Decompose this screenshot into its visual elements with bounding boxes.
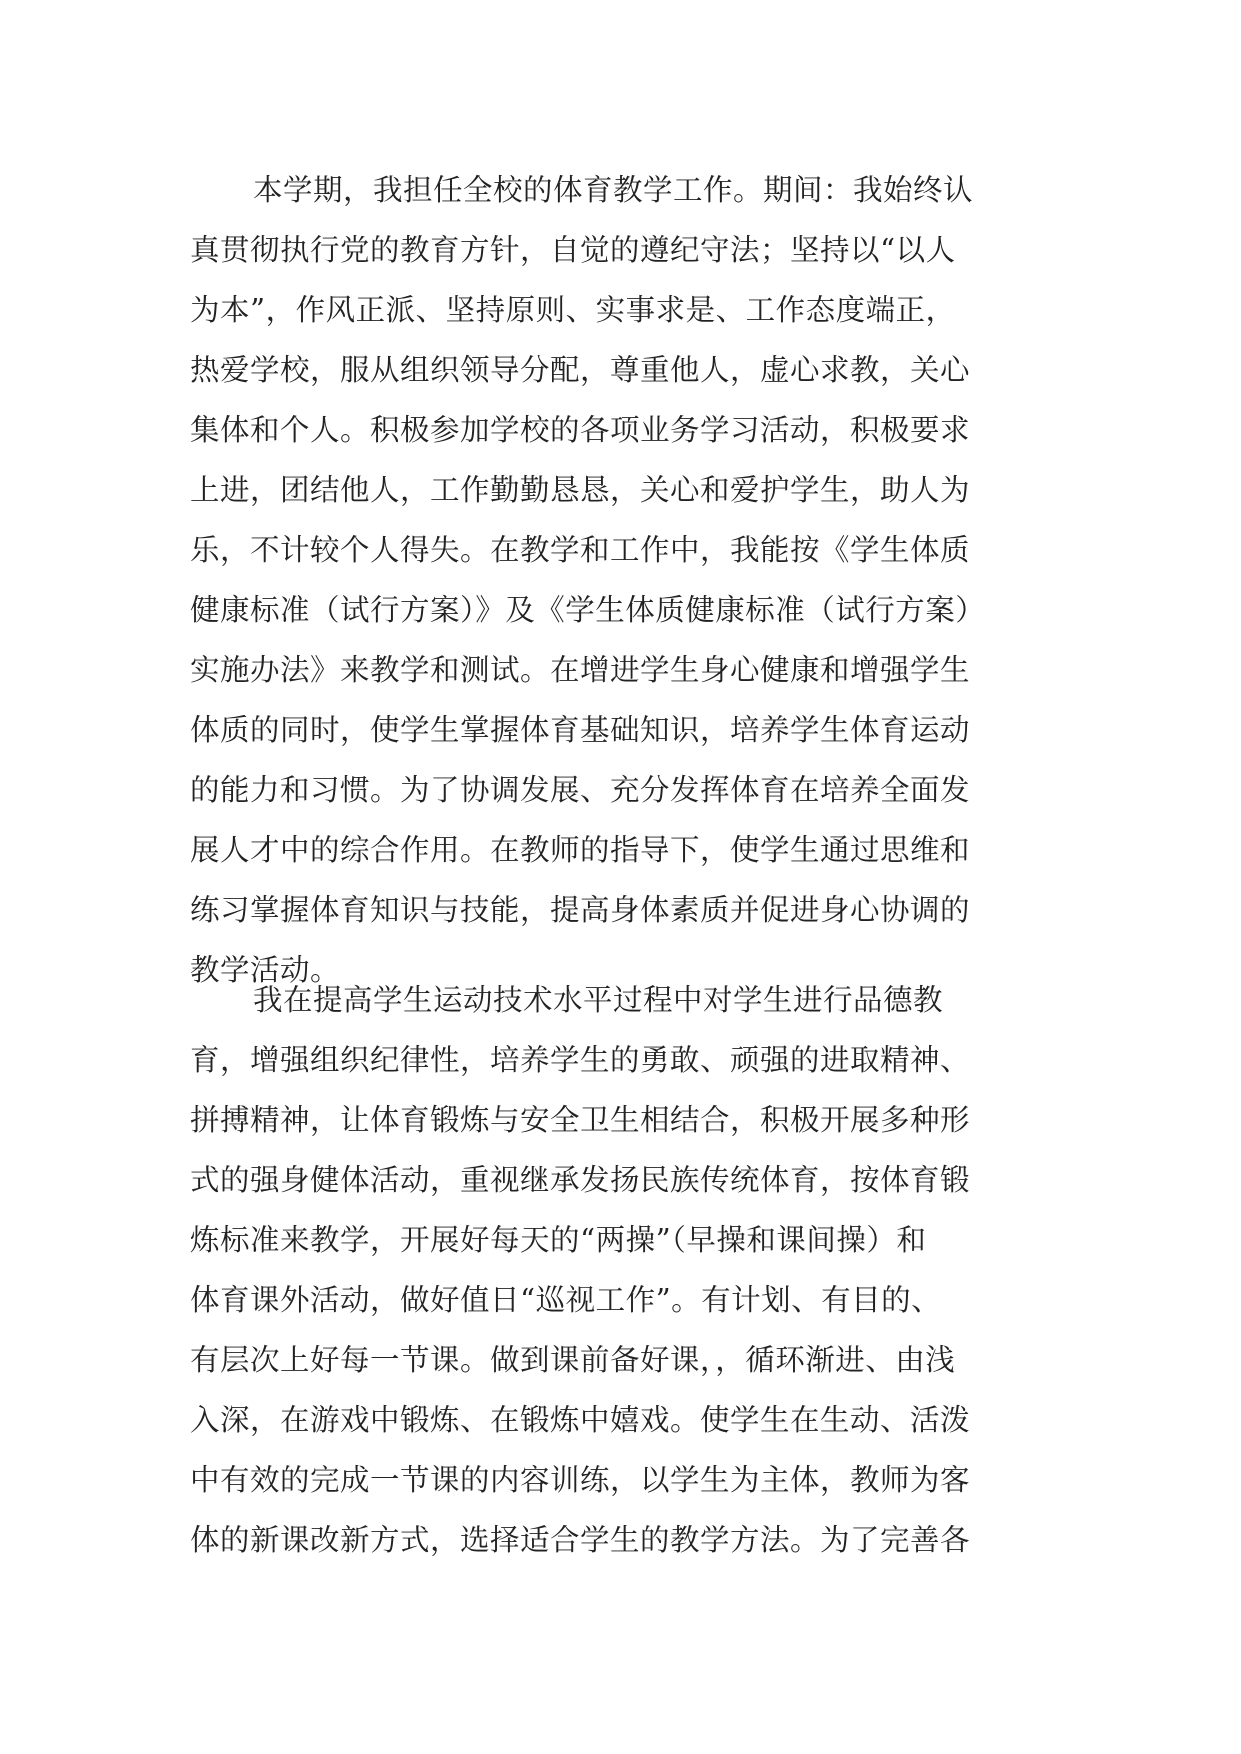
paragraph-line: 乐，不计较个人得失。在教学和工作中，我能按《学生体质 bbox=[190, 533, 971, 567]
paragraph-line: 展人才中的综合作用。在教师的指导下，使学生通过思维和 bbox=[190, 833, 971, 867]
paragraph-line: 练习掌握体育知识与技能，提高身体素质并促进身心协调的 bbox=[190, 893, 971, 927]
paragraph-line: 健康标准（试行方案）》及《学生体质健康标准（试行方案） bbox=[190, 593, 986, 627]
paragraph-line: 入深，在游戏中锻炼、在锻炼中嬉戏。使学生在生动、活泼 bbox=[190, 1403, 971, 1437]
paragraph-1 bbox=[190, 160, 1050, 1000]
paragraph-2 bbox=[190, 970, 1050, 1570]
paragraph-line: 炼标准来教学，开展好每天的“两操”（早操和课间操）和 bbox=[190, 1223, 927, 1257]
paragraph-line: 拼搏精神，让体育锻炼与安全卫生相结合，积极开展多种形 bbox=[190, 1103, 971, 1137]
paragraph-line: 体的新课改新方式，选择适合学生的教学方法。为了完善各 bbox=[190, 1523, 971, 1557]
paragraph-line: 有层次上好每一节课。做到课前备好课，，循环渐进、由浅 bbox=[190, 1343, 956, 1377]
paragraph-line: 真贯彻执行党的教育方针，自觉的遵纪守法；坚持以“以人 bbox=[190, 233, 956, 267]
paragraph-line: 教学活动。 bbox=[190, 953, 341, 987]
paragraph-line: 本学期，我担任全校的体育教学工作。期间：我始终认 bbox=[253, 173, 974, 207]
paragraph-line: 为本”，作风正派、坚持原则、实事求是、工作态度端正， bbox=[190, 293, 956, 327]
paragraph-line: 我在提高学生运动技术水平过程中对学生进行品德教 bbox=[253, 983, 944, 1017]
paragraph-line: 育，增强组织纪律性，培养学生的勇敢、顽强的进取精神、 bbox=[190, 1043, 971, 1077]
paragraph-line: 式的强身健体活动，重视继承发扬民族传统体育，按体育锻 bbox=[190, 1163, 971, 1197]
paragraph-line: 热爱学校，服从组织领导分配，尊重他人，虚心求教，关心 bbox=[190, 353, 971, 387]
paragraph-line: 集体和个人。积极参加学校的各项业务学习活动，积极要求 bbox=[190, 413, 971, 447]
paragraph-line: 体育课外活动，做好值日“巡视工作”。有计划、有目的、 bbox=[190, 1283, 942, 1317]
paragraph-line: 实施办法》来教学和测试。在增进学生身心健康和增强学生 bbox=[190, 653, 971, 687]
paragraph-line: 中有效的完成一节课的内容训练，以学生为主体，教师为客 bbox=[190, 1463, 971, 1497]
paragraph-line: 体质的同时，使学生掌握体育基础知识，培养学生体育运动 bbox=[190, 713, 971, 747]
paragraph-line: 的能力和习惯。为了协调发展、充分发挥体育在培养全面发 bbox=[190, 773, 971, 807]
paragraph-line: 上进，团结他人，工作勤勤恳恳，关心和爱护学生，助人为 bbox=[190, 473, 971, 507]
